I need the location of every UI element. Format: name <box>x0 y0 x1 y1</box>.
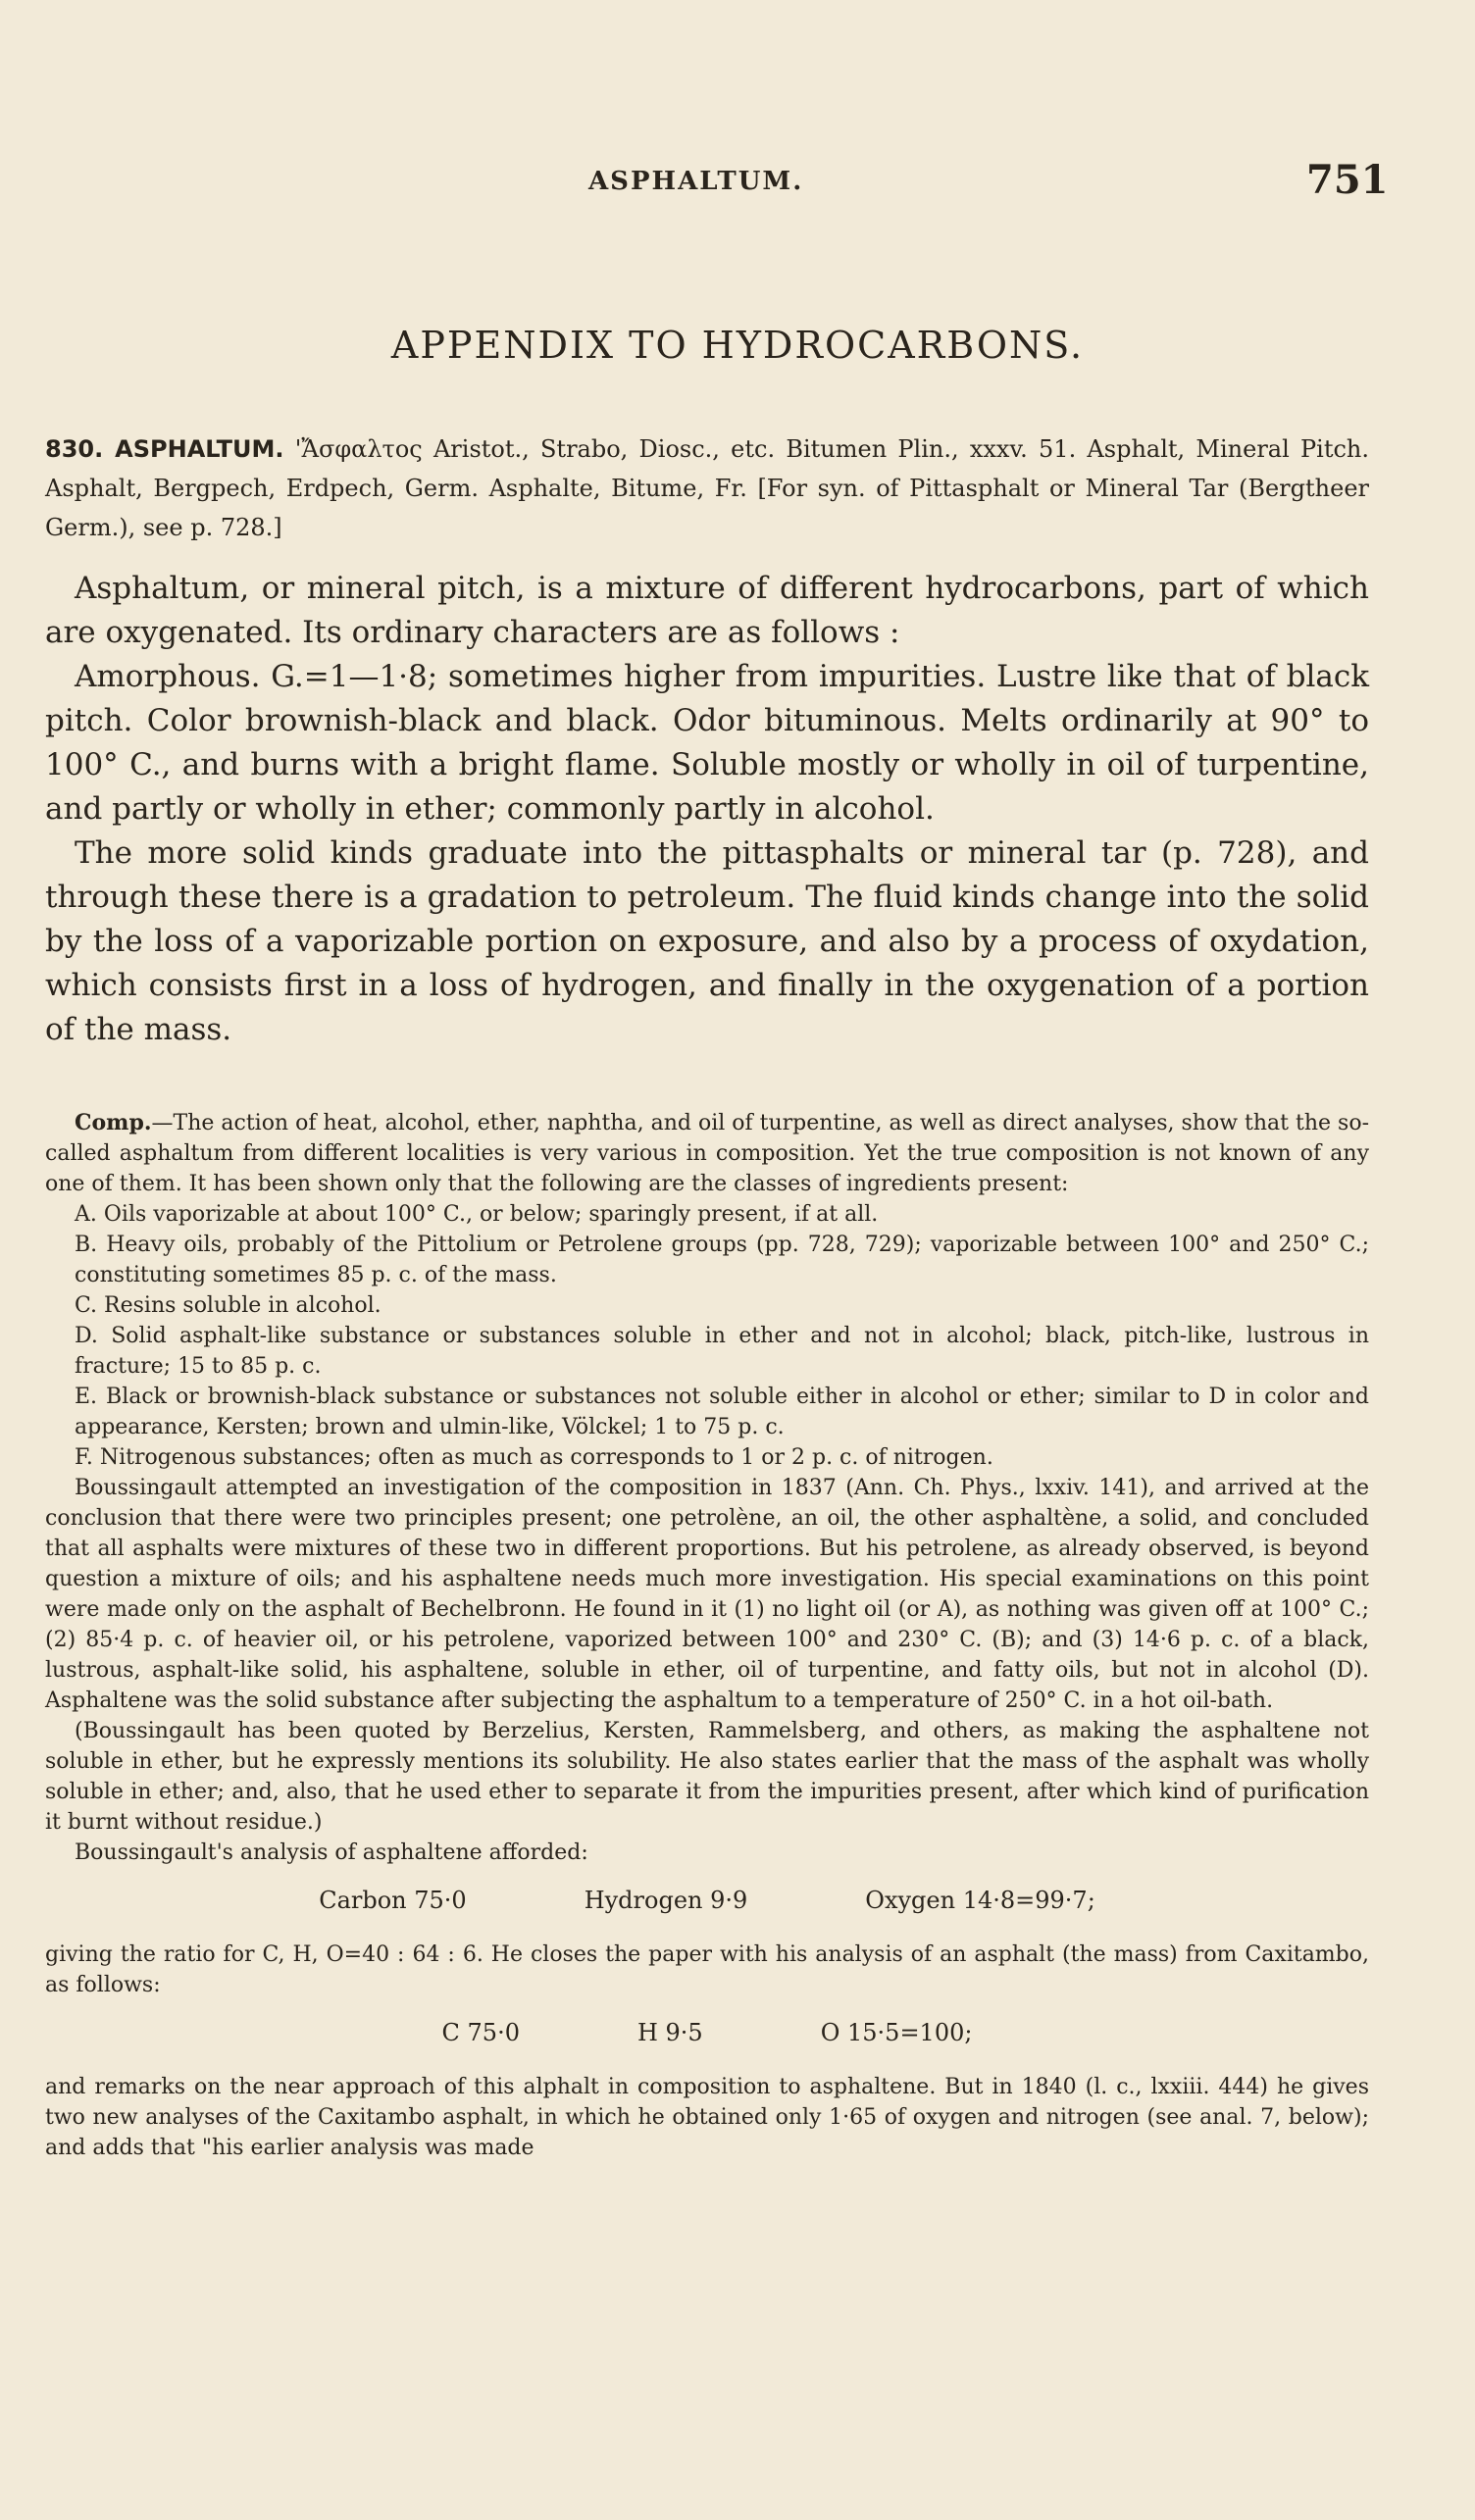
paragraph-gradation: The more solid kinds graduate into the pittasphalts or mineral tar (p. 728), and through these there is a gradation to petroleum. The fluid kinds change into the solid by the loss of a vaporizable portion on exposure, and also by a process of oxydation, which consists first in a loss of hydrogen, and finally in the oxygenation of a portion of the mass. <box>45 835 1369 1047</box>
analysis-carbon: C 75·0 <box>441 2019 520 2046</box>
analysis-carbon: Carbon 75·0 <box>319 1887 467 1914</box>
comp-intro-paragraph <box>45 1108 1369 1199</box>
entry-number: 830. ASPHALTUM. <box>45 435 284 463</box>
quoted-paragraph: (Boussingault has been quoted by Berzelius, Kersten, Rammelsberg, and others, as making the asphaltene not soluble in ether, but he expressly mentions its solubility. He also states earlier that the mass of the asphalt was wholly soluble in ether; and, also, that he used ether to separate it from the impurities present, after which kind of purification it burnt without residue.) <box>45 1719 1369 1835</box>
paragraph-characters: Amorphous. G.=1—1·8; sometimes higher from impurities. Lustre like that of black pitch. Color brownish-black and black. Odor bituminous. Melts ordinarily at 90° to 100° C., and burns with a bright flame. Soluble mostly or wholly in oil of turpentine, and partly or wholly in ether; commonly partly in alcohol. <box>45 659 1369 827</box>
analysis-oxygen: Oxygen 14·8=99·7; <box>865 1887 1095 1914</box>
ingredient-item: E. Black or brownish-black substance or substances not soluble either in alcohol or ether; similar to D in color and appearance, Kersten; brown and ulmin-like, Völckel; 1 to 75 p. c. <box>75 1385 1369 1439</box>
analysis-row-asphaltene <box>45 1886 1369 1916</box>
comp-intro: —The action of heat, alcohol, ether, naphtha, and oil of turpentine, as well as direct analyses, show that the so-called asphaltum from different localities is very various in composition. Yet the true composition is not known of any one of them. It has been shown only that the following are the classes of ingredients present: <box>45 1111 1369 1196</box>
analysis-oxygen: O 15·5=100; <box>820 2019 973 2046</box>
analysis-row-caxitambo <box>45 2018 1369 2048</box>
ingredient-item: C. Resins soluble in alcohol. <box>75 1293 381 1318</box>
entry-heading <box>45 429 1369 547</box>
boussingault-paragraph: Boussingault attempted an investigation of the composition in 1837 (Ann. Ch. Phys., lxxiv. 141), and arrived at the conclusion that there were two principles present; one petrolène, an oil, the other asphaltène, a solid, and concluded that all asphalts were mixtures of these two in different proportions. But his petrolene, as already observed, is beyond question a mixture of oils; and his asphaltene needs much more investigation. His special examinations on this point were made only on the asphalt of Bechelbronn. He found in it (1) no light oil (or A), as nothing was given off at 100° C.; (2) 85·4 p. c. of heavier oil, or his petrolene, vaporized between 100° and 230° C. (B); and (3) 14·6 p. c. of a black, lustrous, asphalt-like solid, his asphaltene, soluble in ether, oil of turpentine, and fatty oils, but not in alcohol (D). Asphaltene was the solid substance after subjecting the asphaltum to a temperature of 250° C. in a hot oil-bath. <box>45 1476 1369 1713</box>
appendix-title: APPENDIX TO HYDROCARBONS. <box>390 324 1085 367</box>
paragraph-intro: Asphaltum, or mineral pitch, is a mixture of different hydrocarbons, part of which are oxygenated. Its ordinary characters are as follows : <box>45 571 1369 650</box>
ingredient-item: A. Oils vaporizable at about 100° C., or below; sparingly present, if at all. <box>75 1202 879 1227</box>
comp-label: Comp. <box>75 1110 152 1135</box>
page-number: 751 <box>1306 157 1389 203</box>
ratio-paragraph: giving the ratio for C, H, O=40 : 64 : 6. He closes the paper with his analysis of an asphalt (the mass) from Caxitambo, as follows: <box>45 1942 1369 1997</box>
analysis-hydrogen: H 9·5 <box>636 2019 703 2046</box>
ingredient-item: D. Solid asphalt-like substance or substances soluble in ether and not in alcohol; black, pitch-like, lustrous in fracture; 15 to 85 p. c. <box>75 1324 1369 1379</box>
ingredient-item: B. Heavy oils, probably of the Pittolium or Petrolene groups (pp. 728, 729); vaporizable between 100° and 250° C.; constituting sometimes 85 p. c. of the mass. <box>75 1233 1369 1287</box>
composition-section <box>45 1108 1369 2163</box>
analysis-intro: Boussingault's analysis of asphaltene afforded: <box>75 1840 588 1865</box>
main-description <box>45 567 1369 1052</box>
closing-paragraph: and remarks on the near approach of this alphalt in composition to asphaltene. But in 1840 (l. c., lxxiii. 444) he gives two new analyses of the Caxitambo asphalt, in which he obtained only 1·65 of oxygen and nitrogen (see anal. 7, below); and adds that "his earlier analysis was made <box>45 2075 1369 2160</box>
analysis-hydrogen: Hydrogen 9·9 <box>584 1887 748 1914</box>
running-head: ASPHALTUM. <box>588 167 804 196</box>
ingredient-item: F. Nitrogenous substances; often as much as corresponds to 1 or 2 p. c. of nitrogen. <box>75 1445 993 1470</box>
entry-synonyms: 'Ἄσφαλτος Aristot., Strabo, Diosc., etc. Bitumen Plin., xxxv. 51. Asphalt, Mineral Pitch. Asphalt, Bergpech, Erdpech, Germ. Asphalte, Bitume, Fr. [For syn. of Pittasphalt or Mineral Tar (Bergtheer Germ.), see p. 728.] <box>45 435 1370 541</box>
